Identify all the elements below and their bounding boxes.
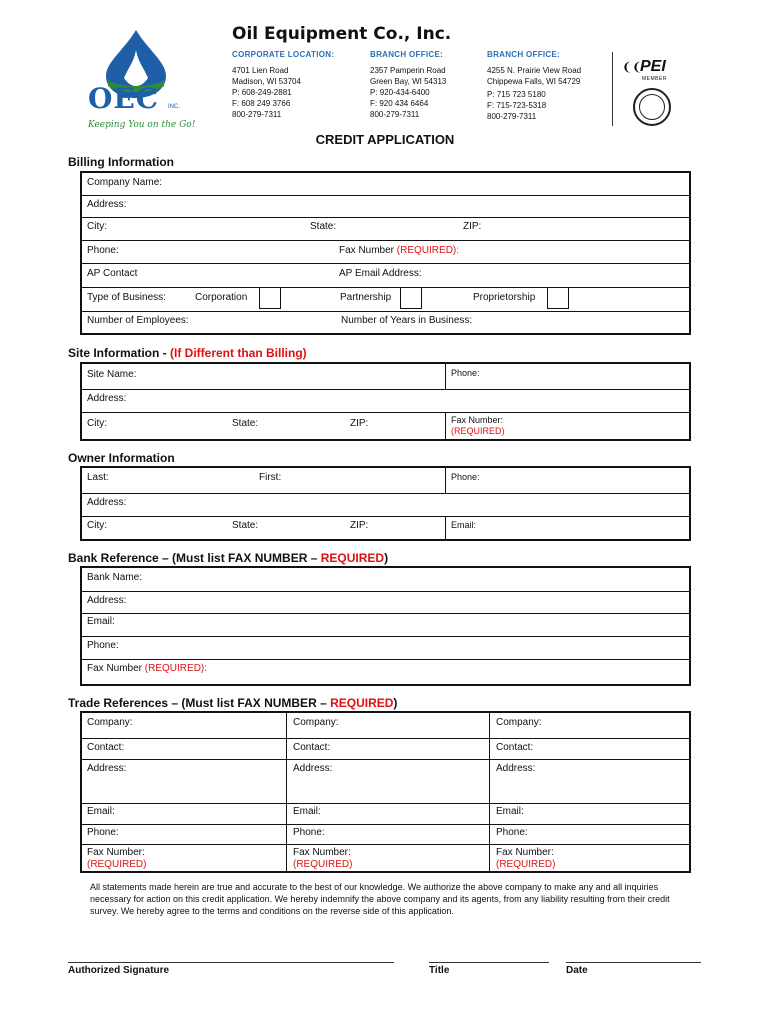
- proprietorship-checkbox[interactable]: [547, 287, 569, 309]
- location-branch-chippewa: [487, 50, 607, 122]
- location-line: F: 715-723-5318: [487, 101, 547, 110]
- bank-email-field[interactable]: Email:: [87, 616, 115, 627]
- tagline: Keeping You on the Go!: [88, 120, 196, 130]
- owner-divider: [445, 468, 446, 493]
- logo: [84, 28, 194, 133]
- billing-row-business-type: [82, 288, 689, 312]
- location-line: 800-279-7311: [232, 110, 282, 119]
- bank-row-fax: [82, 660, 689, 684]
- years-field[interactable]: Number of Years in Business:: [341, 315, 473, 326]
- bank-fax-field[interactable]: [87, 663, 207, 675]
- location-line: Green Bay, WI 54313: [370, 77, 447, 86]
- bank-heading-end: ): [384, 551, 389, 565]
- required-label: (REQUIRED): [496, 859, 556, 870]
- billing-row-ap: [82, 264, 689, 288]
- owner-last-field[interactable]: Last:: [87, 472, 109, 483]
- owner-first-field[interactable]: First:: [259, 472, 282, 483]
- owner-zip-field[interactable]: ZIP:: [350, 520, 369, 531]
- owner-address-field[interactable]: Address:: [87, 497, 127, 508]
- trade-fax-label: Fax Number:: [87, 847, 145, 858]
- location-corporate: [232, 50, 362, 120]
- owner-city-field[interactable]: City:: [87, 520, 107, 531]
- trade-row-contact: [82, 739, 689, 760]
- location-branch-green-bay: [370, 50, 485, 120]
- owner-heading: Owner Information: [68, 451, 175, 465]
- required-label: (REQUIRED):: [144, 663, 208, 674]
- location-line: F: 608 249 3766: [232, 99, 291, 108]
- trade-row-phone: [82, 825, 689, 845]
- site-phone-field[interactable]: Phone:: [451, 368, 480, 378]
- title-label: Title: [429, 965, 450, 976]
- bank-row-address: [82, 592, 689, 614]
- logo-inc-text: INC.: [168, 104, 180, 110]
- title-line[interactable]: [429, 962, 549, 963]
- trade-heading-text: Trade References – (Must list FAX NUMBER –: [68, 696, 331, 710]
- site-address-field[interactable]: Address:: [87, 393, 127, 404]
- required-label: (REQUIRED): [451, 426, 505, 436]
- logo-oec-text: OEC: [88, 82, 160, 115]
- trade-heading-required: REQUIRED: [330, 696, 394, 710]
- bank-fax-label: Fax Number: [87, 663, 145, 674]
- site-city-field[interactable]: City:: [87, 418, 107, 429]
- site-row-address: [82, 390, 689, 413]
- fax-field[interactable]: [339, 245, 459, 257]
- site-divider: [445, 413, 446, 439]
- billing-heading: Billing Information: [68, 155, 174, 169]
- ap-email-field[interactable]: AP Email Address:: [339, 268, 422, 279]
- zip-field[interactable]: ZIP:: [463, 221, 482, 232]
- bank-address-field[interactable]: Address:: [87, 595, 127, 606]
- pei-swoosh-icon: ❨❨: [622, 60, 643, 74]
- site-divider: [445, 364, 446, 389]
- partnership-label: Partnership: [340, 292, 392, 303]
- site-heading-text: Site Information -: [68, 346, 170, 360]
- pei-logo: [622, 58, 682, 88]
- site-fax-field[interactable]: [451, 415, 505, 437]
- location-line: Chippewa Falls, WI 54729: [487, 77, 581, 86]
- address-field[interactable]: Address:: [87, 199, 127, 210]
- bank-row-name: [82, 568, 689, 592]
- trade-fax-label: Fax Number:: [496, 847, 554, 858]
- signature-line[interactable]: [68, 962, 394, 963]
- bank-heading-text: Bank Reference – (Must list FAX NUMBER –: [68, 551, 321, 565]
- location-line: 800-279-7311: [487, 112, 537, 121]
- billing-row-company: [82, 173, 689, 196]
- trade2-email-field[interactable]: Email:: [293, 806, 321, 817]
- trade2-address-field[interactable]: Address:: [293, 763, 333, 774]
- phone-field[interactable]: Phone:: [87, 245, 119, 256]
- location-heading: BRANCH OFFICE:: [370, 50, 444, 59]
- company-name: Oil Equipment Co., Inc.: [232, 24, 452, 44]
- trade1-address-field[interactable]: Address:: [87, 763, 127, 774]
- owner-state-field[interactable]: State:: [232, 520, 259, 531]
- location-line: 4255 N. Prairie View Road: [487, 66, 582, 75]
- required-label: (REQUIRED): [293, 859, 353, 870]
- trade3-email-field[interactable]: Email:: [496, 806, 524, 817]
- billing-row-employees: [82, 312, 689, 333]
- employees-field[interactable]: Number of Employees:: [87, 315, 189, 326]
- owner-row-name: [82, 468, 689, 494]
- owner-box: [80, 466, 691, 541]
- trade2-contact-field[interactable]: Contact:: [293, 742, 331, 753]
- trade3-fax-field[interactable]: [496, 847, 555, 871]
- trade-box: [80, 711, 691, 873]
- billing-row-phone: [82, 241, 689, 264]
- trade-heading: [68, 696, 397, 710]
- location-line: Madison, WI 53704: [232, 77, 301, 86]
- pei-logo-text: PEI: [640, 58, 666, 75]
- owner-email-field[interactable]: Email:: [451, 520, 477, 530]
- trade1-contact-field[interactable]: Contact:: [87, 742, 125, 753]
- trade1-phone-field[interactable]: Phone:: [87, 827, 119, 838]
- bank-box: [80, 566, 691, 686]
- site-fax-label: Fax Number:: [451, 415, 504, 425]
- bank-row-phone: [82, 637, 689, 660]
- trade3-contact-field[interactable]: Contact:: [496, 742, 534, 753]
- pei-member-text: MEMBER: [642, 76, 667, 82]
- authorized-signature-label: Authorized Signature: [68, 965, 170, 976]
- trade-row-address: [82, 760, 689, 804]
- site-zip-field[interactable]: ZIP:: [350, 418, 369, 429]
- required-label: (REQUIRED): [87, 859, 147, 870]
- bank-phone-field[interactable]: Phone:: [87, 640, 119, 651]
- trade1-company-field[interactable]: Company:: [87, 717, 133, 728]
- billing-box: [80, 171, 691, 335]
- site-state-field[interactable]: State:: [232, 418, 259, 429]
- site-heading: [68, 346, 307, 360]
- seal-icon: [633, 88, 671, 126]
- trade-row-company: [82, 713, 689, 739]
- corporation-checkbox[interactable]: [259, 287, 281, 309]
- location-heading: BRANCH OFFICE:: [487, 50, 561, 59]
- company-name-field[interactable]: Company Name:: [87, 177, 163, 188]
- billing-row-city: [82, 218, 689, 241]
- location-line: P: 715 723 5180: [487, 90, 546, 99]
- bank-heading-required: REQUIRED: [320, 551, 385, 565]
- trade2-company-field[interactable]: Company:: [293, 717, 339, 728]
- location-line: 4701 Lien Road: [232, 66, 289, 75]
- owner-row-city: [82, 517, 689, 539]
- location-line: P: 920-434-6400: [370, 88, 430, 97]
- trade1-email-field[interactable]: Email:: [87, 806, 115, 817]
- authorization-statement: All statements made herein are true and accurate to the best of our knowledge. We authorize the above company to make any and all inquiries necessary for action on this credit application. We hereby indemnify the above company and its agents, from any liability resulting from their credit survey. We hereby agree to the terms and conditions on the reverse side of this application.: [90, 882, 670, 916]
- bank-row-email: [82, 614, 689, 637]
- billing-row-address: [82, 196, 689, 218]
- ap-contact-field[interactable]: AP Contact: [87, 268, 138, 279]
- site-row-name: [82, 364, 689, 390]
- trade2-phone-field[interactable]: Phone:: [293, 827, 325, 838]
- location-line: F: 920 434 6464: [370, 99, 429, 108]
- corporation-label: Corporation: [195, 292, 248, 303]
- site-heading-note: (If Different than Billing): [170, 346, 307, 360]
- site-row-city: [82, 413, 689, 439]
- date-label: Date: [566, 965, 588, 976]
- trade-row-fax: [82, 845, 689, 871]
- required-label: (REQUIRED):: [396, 245, 460, 256]
- location-heading: CORPORATE LOCATION:: [232, 50, 335, 59]
- location-line: P: 608-249-2881: [232, 88, 292, 97]
- proprietorship-label: Proprietorship: [473, 292, 536, 303]
- state-field[interactable]: State:: [310, 221, 337, 232]
- site-box: [80, 362, 691, 441]
- fax-label: Fax Number: [339, 245, 397, 256]
- location-line: 2357 Pamperin Road: [370, 66, 446, 75]
- owner-divider: [445, 517, 446, 539]
- trade3-address-field[interactable]: Address:: [496, 763, 536, 774]
- trade-row-email: [82, 804, 689, 825]
- bank-heading: [68, 551, 388, 565]
- trade-fax-label: Fax Number:: [293, 847, 351, 858]
- trade3-phone-field[interactable]: Phone:: [496, 827, 528, 838]
- owner-row-address: [82, 494, 689, 517]
- date-line[interactable]: [566, 962, 701, 963]
- trade2-fax-field[interactable]: [293, 847, 352, 871]
- owner-phone-field[interactable]: Phone:: [451, 472, 480, 482]
- trade1-fax-field[interactable]: [87, 847, 146, 871]
- form-title: CREDIT APPLICATION: [315, 132, 455, 147]
- trade3-company-field[interactable]: Company:: [496, 717, 542, 728]
- bank-name-field[interactable]: Bank Name:: [87, 572, 143, 583]
- header-divider: [612, 52, 613, 126]
- location-line: 800-279-7311: [370, 110, 420, 119]
- trade-heading-end: ): [393, 696, 398, 710]
- partnership-checkbox[interactable]: [400, 287, 422, 309]
- site-name-field[interactable]: Site Name:: [87, 369, 137, 380]
- city-field[interactable]: City:: [87, 221, 107, 232]
- type-of-business-label: Type of Business:: [87, 292, 166, 303]
